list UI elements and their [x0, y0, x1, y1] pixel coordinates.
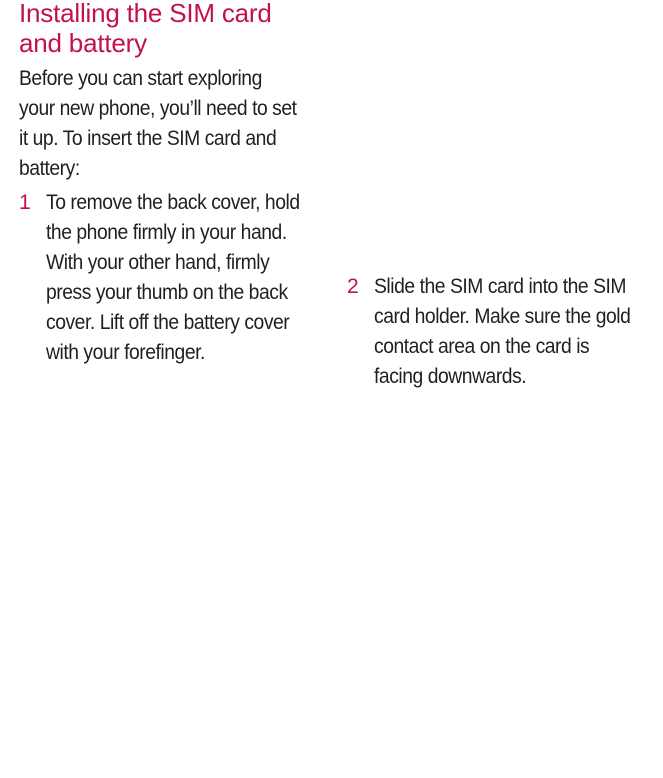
- intro-paragraph: [19, 64, 304, 184]
- section-title-line: Installing the SIM card: [19, 0, 272, 28]
- section-title: [19, 0, 339, 58]
- step-line: card holder. Make sure the gold: [374, 305, 631, 328]
- step-number: 2: [347, 275, 359, 298]
- section-title-line: and battery: [19, 28, 147, 58]
- intro-line: your new phone, you’ll need to set: [19, 97, 297, 120]
- step-number: 1: [19, 191, 31, 214]
- step-line: press your thumb on the back: [46, 281, 288, 304]
- step-line: with your forefinger.: [46, 341, 205, 364]
- step-text: [374, 272, 650, 392]
- step-text: [46, 188, 322, 368]
- step-line: the phone firmly in your hand.: [46, 221, 287, 244]
- step-line: With your other hand, firmly: [46, 251, 270, 274]
- step-line: contact area on the card is: [374, 335, 590, 358]
- step-line: To remove the back cover, hold: [46, 191, 300, 214]
- step-line: facing downwards.: [374, 365, 527, 388]
- step-line: cover. Lift off the battery cover: [46, 311, 290, 334]
- intro-line: battery:: [19, 157, 80, 180]
- intro-line: Before you can start exploring: [19, 67, 262, 90]
- intro-line: it up. To insert the SIM card and: [19, 127, 277, 150]
- step-line: Slide the SIM card into the SIM: [374, 275, 627, 298]
